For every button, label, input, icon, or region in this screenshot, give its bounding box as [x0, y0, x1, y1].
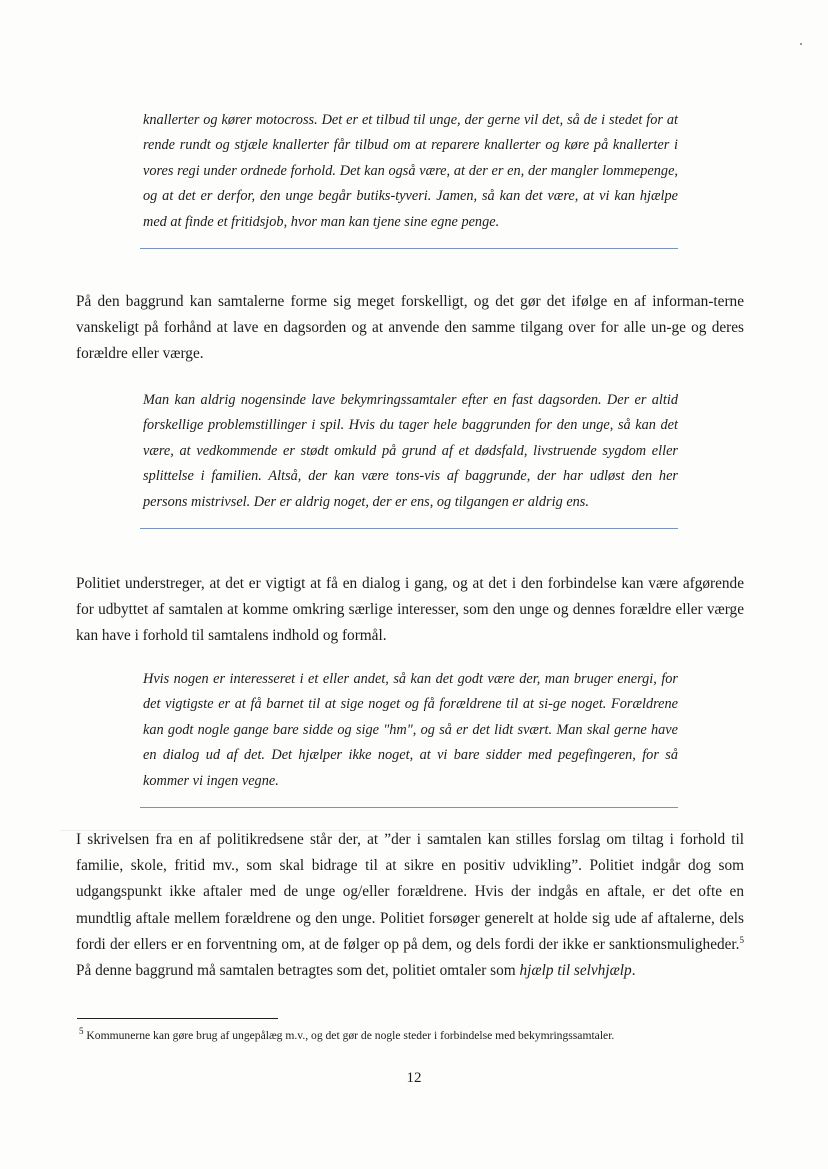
- footnote-reference[interactable]: 5: [739, 934, 744, 945]
- footnote: [79, 1028, 759, 1043]
- block-quote-2: [143, 388, 678, 515]
- scan-speck: [800, 43, 802, 45]
- paragraph-end: .: [631, 962, 636, 980]
- paragraph-text: På den baggrund kan samtalerne forme sig meget forskelligt, og det gør det ifølge en af informan-terne vanskeligt på forhånd at lave en dagsorden og at anvende den samme tilgang over for alle un-ge og deres forældre eller værge.: [76, 293, 744, 363]
- quote-underline: [140, 807, 678, 808]
- paragraph-text: I skrivelsen fra en af politikredsene står der, at ”der i samtalen kan stilles forslag om tiltag i forhold til familie, skole, fritid mv., som skal bidrage til at sikre en positiv udvikling”. Politiet indgår dog som udgangspunkt ikke aftaler med de unge og/eller forældrene. Hvis der indgås en aftale, er det ofte en mundtlig aftale mellem forældrene og den unge. Politiet forsøger generelt at holde sig ude af aftalerne, dels fordi der ellers er en forventning om, at de følger op på dem, og dels fordi der ikke er sanktionsmuligheder.: [76, 831, 744, 953]
- quote-underline: [140, 248, 678, 249]
- body-paragraph-2: [76, 571, 744, 650]
- paragraph-text: Politiet understreger, at det er vigtigt at få en dialog i gang, og at det i den forbindelse kan være afgørende for udbyttet af samtalen at komme omkring særlige interesser, som den unge og dennes forældre eller værge kan have i forhold til samtalens indhold og formål.: [76, 575, 744, 645]
- footnote-text: Kommunerne kan gøre brug af ungepålæg m.v., og det gør de nogle steder i forbindelse med bekymringssamtaler.: [83, 1029, 615, 1042]
- quote-text: knallerter og kører motocross. Det er et tilbud til unge, der gerne vil det, så de i stedet for at rende rundt og stjæle knallerter får tilbud om at reparere knallerter og køre på knallerter i vores regi under ordnede forhold. Det kan også være, at der er en, der mangler lommepenge, og at det er derfor, den unge begår butiks-tyveri. Jamen, så kan det være, at vi kan hjælpe med at finde et fritidsjob, hvor man kan tjene sine egne penge.: [143, 112, 678, 230]
- footnote-number: 5: [79, 1026, 84, 1037]
- emphasis-text: hjælp til selvhjælp: [519, 962, 632, 980]
- block-quote-3: [143, 667, 678, 794]
- body-paragraph-1: [76, 289, 744, 368]
- page-number: 12: [406, 1070, 422, 1086]
- quote-text: Man kan aldrig nogensinde lave bekymringssamtaler efter en fast dagsorden. Der er altid forskellige problemstillinger i spil. Hvis du tager hele baggrunden for den unge, så kan det være, at vedkommende er stødt omkuld på grund af et dødsfald, livstruende sygdom eller splittelse i familien. Altså, der kan være tons-vis af baggrunde, der har udløst den her persons mistrivsel. Der er aldrig noget, der er ens, og tilgangen er aldrig ens.: [143, 392, 678, 510]
- block-quote-1: [143, 108, 678, 235]
- body-paragraph-3: [76, 827, 744, 984]
- quote-underline: [140, 528, 678, 529]
- footnote-separator: [77, 1018, 278, 1019]
- paragraph-text-continued: På denne baggrund må samtalen betragtes som det, politiet omtaler som: [76, 962, 520, 980]
- quote-text: Hvis nogen er interesseret i et eller andet, så kan det godt være der, man bruger energi, for det vigtigste er at få barnet til at sige noget og få forældrene til at si-ge noget. Forældrene kan godt nogle gange bare sidde og sige "hm", og så er det lidt svært. Man skal gerne have en dialog ud af det. Det hjælper ikke noget, at vi bare sidder med pegefingeren, for så kommer vi ingen vegne.: [143, 671, 678, 789]
